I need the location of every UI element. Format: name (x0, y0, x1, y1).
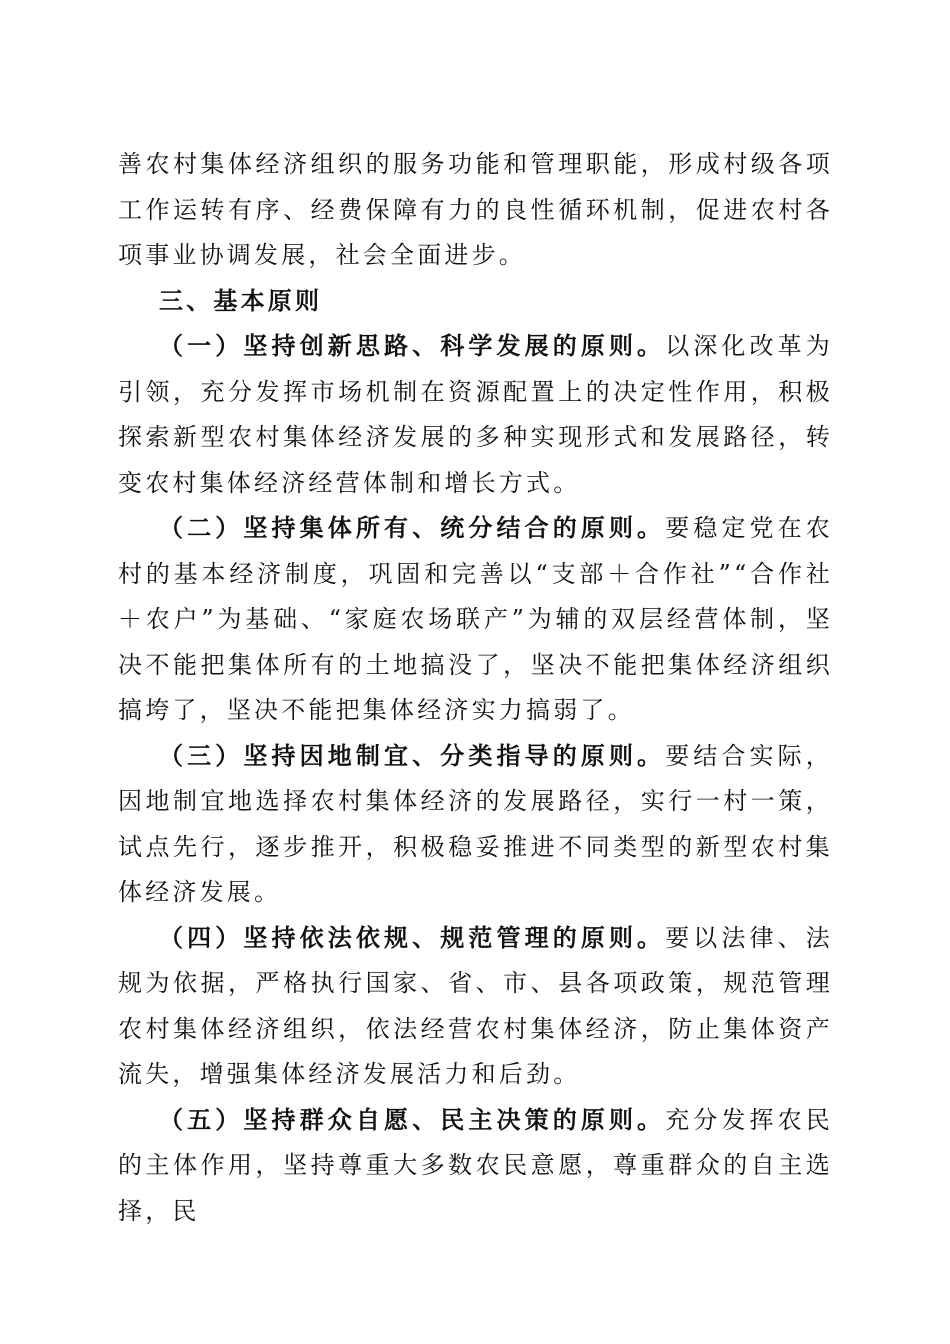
principle-lead-2: （二）坚持集体所有、统分结合的原则。 (159, 514, 666, 542)
principle-paragraph-1 (118, 324, 833, 506)
principle-lead-4: （四）坚持依法依规、规范管理的原则。 (159, 923, 666, 952)
principle-paragraph-4 (118, 916, 833, 1098)
principle-body-5: 充分发挥农民的主体作用，坚持尊重大多数农民意愿，尊重群众的自主选择，民 (118, 1105, 833, 1225)
principle-paragraph-3 (118, 734, 833, 916)
principle-lead-1: （一）坚持创新思路、科学发展的原则。 (159, 332, 666, 360)
principle-body-3: 要结合实际，因地制宜地选择农村集体经济的发展路径，实行一村一策，试点先行，逐步推开，积极稳妥推进不同类型的新型农村集体经济发展。 (118, 741, 833, 906)
principle-body-1: 以深化改革为引领，充分发挥市场机制在资源配置上的决定性作用，积极探索新型农村集体经济发展的多种实现形式和发展路径，转变农村集体经济经营体制和增长方式。 (118, 332, 833, 497)
continuation-paragraph: 善农村集体经济组织的服务功能和管理职能，形成村级各项工作运转有序、经费保障有力的良性循环机制，促进农村各项事业协调发展，社会全面进步。 (118, 150, 833, 269)
principle-body-4: 要以法律、法规为依据，严格执行国家、省、市、县各项政策，规范管理农村集体经济组织，依法经营农村集体经济，防止集体资产流失，增强集体经济发展活力和后劲。 (118, 923, 833, 1088)
principle-lead-5: （五）坚持群众自愿、民主决策的原则。 (159, 1105, 666, 1134)
section-heading: 三、基本原则 (159, 286, 323, 315)
principle-paragraph-5 (118, 1098, 833, 1235)
document-body (118, 142, 833, 1234)
principle-paragraph-2 (118, 506, 833, 734)
principle-body-2: 要稳定党在农村的基本经济制度，巩固和完善以“支部＋合作社”“合作社＋农户”为基础、“家庭农场联产”为辅的双层经营体制，坚决不能把集体所有的土地搞没了，坚决不能把集体经济组织搞垮了，坚决不能把集体经济实力搞弱了。 (118, 514, 833, 724)
principle-lead-3: （三）坚持因地制宜、分类指导的原则。 (159, 741, 666, 770)
